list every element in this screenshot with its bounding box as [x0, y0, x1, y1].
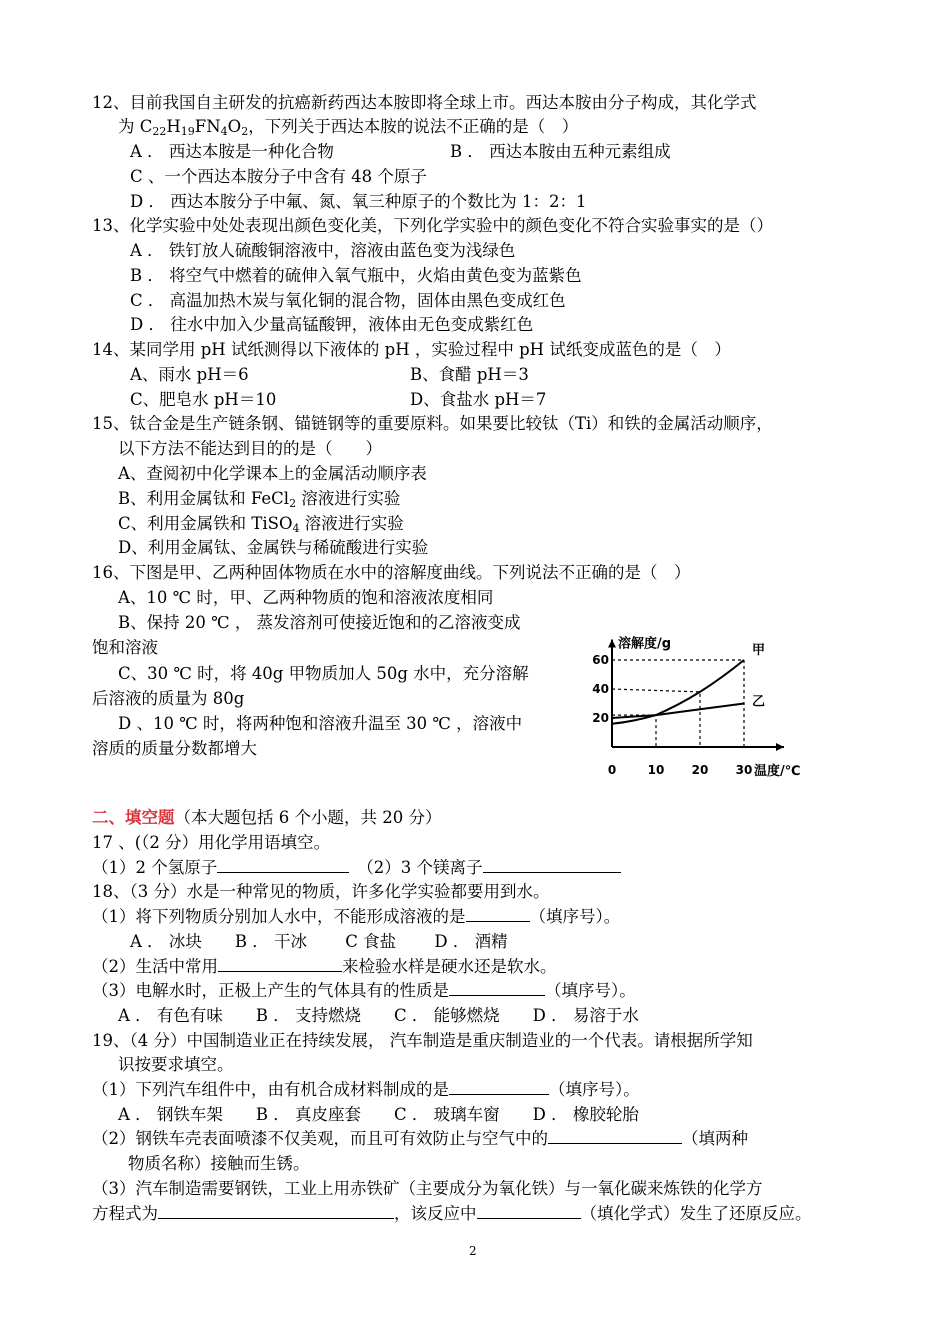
x-tick-label: 20	[691, 763, 709, 777]
q15-option-b: B、利用金属钛和 FeCl$_2$ 溶液进行实验	[118, 489, 401, 510]
q18-part-3-options: A ． 有色有味 B ． 支持燃烧 C ． 能够燃烧 D ． 易溶于水	[118, 1006, 639, 1025]
q13-option-d: D ． 往水中加入少量高锰酸钾，液体由无色变成紫红色	[130, 315, 534, 334]
q17-parts: （1）2 个氢原子 （2）3 个镁离子	[92, 857, 621, 879]
series-line-jia	[612, 660, 744, 724]
q18-part-1: （1）将下列物质分别加人水中，不能形成溶液的是 （填序号）。	[92, 907, 621, 926]
q19-part-3-cont: 方程式为 ，该反应中 （填化学式）发生了还原反应。	[92, 1204, 812, 1223]
q14-option-c: C、肥皂水 pH＝10	[130, 390, 277, 409]
q19-part-3: （3）汽车制造需要钢铁，工业上用赤铁矿（主要成分为氧化铁）与一氧化碳来炼铁的化学方	[92, 1179, 763, 1198]
answer-blank[interactable]	[477, 1203, 581, 1219]
y-tick-label: 60	[592, 653, 609, 667]
q18-part-1-options: A ． 冰块 B ． 干冰 C 食盐 D ． 酒精	[130, 932, 508, 951]
q17-stem: 17 、(（2 分）用化学用语填空。	[92, 833, 331, 852]
q19-stem-2: 识按要求填空。	[118, 1055, 234, 1074]
page-number: 2	[469, 1244, 477, 1258]
q19-part-1: （1）下列汽车组件中，由有机合成材料制成的是 （填序号）。	[92, 1080, 640, 1099]
y-axis-label: 溶解度/g	[618, 636, 672, 652]
q18-part-2: （2）生活中常用 来检验水样是硬水还是软水。	[92, 957, 557, 976]
answer-blank[interactable]	[548, 1128, 682, 1144]
q19-stem: 19、（4 分）中国制造业正在持续发展， 汽车制造是重庆制造业的一个代表。请根据所学知	[92, 1031, 753, 1050]
answer-blank[interactable]	[158, 1203, 394, 1219]
series-line-yi	[612, 704, 744, 719]
q14-stem: 14、某同学用 pH 试纸测得以下液体的 pH ，实验过程中 pH 试纸变成蓝色的是（ ）	[92, 340, 731, 359]
x-tick-label: 10	[647, 763, 665, 777]
q16-option-c: C、30 ℃ 时，将 40g 甲物质加人 50g 水中，充分溶解	[118, 664, 529, 683]
x-tick-label: 0	[607, 763, 617, 777]
q12-option-b: B ． 西达本胺由五种元素组成	[450, 142, 671, 161]
answer-blank[interactable]	[483, 857, 621, 873]
q16-option-c-cont: 后溶液的质量为 80g	[92, 689, 245, 708]
q13-option-a: A ． 铁钉放人硫酸铜溶液中，溶液由蓝色变为浅绿色	[130, 241, 516, 260]
q19-part-2: （2）钢铁车壳表面喷漆不仅美观，而且可有效防止与空气中的 （填两种	[92, 1129, 748, 1148]
answer-blank[interactable]	[218, 956, 342, 972]
q16-stem: 16、下图是甲、乙两种固体物质在水中的溶解度曲线。下列说法不正确的是（ ）	[92, 563, 691, 582]
q15-option-a: A、查阅初中化学课本上的金属活动顺序表	[118, 464, 427, 483]
q12-formula-line: 为 $C_{22}H_{19}FN_4O_2$，下列关于西达本胺的说法不正确的是（ ）	[118, 117, 579, 138]
q14-option-a: A、雨水 pH＝6	[130, 365, 249, 384]
q14-option-d: D、食盐水 pH＝7	[410, 390, 547, 409]
y-tick-label: 20	[592, 711, 609, 725]
section2-heading: 二、填空题（本大题包括 6 个小题，共 20 分）	[92, 808, 442, 827]
q12-stem: 12、目前我国自主研发的抗癌新药西达本胺即将全球上市。西达本胺由分子构成，其化学式	[92, 93, 757, 112]
q15-stem: 15、钛合金是生产链条钢、锚链钢等的重要原料。如果要比较钛（Ti）和铁的金属活动顺序，	[92, 414, 773, 433]
series-label: 甲	[752, 643, 766, 658]
answer-blank[interactable]	[466, 906, 530, 922]
q14-option-b: B、食醋 pH＝3	[410, 365, 529, 384]
x-axis-arrow	[776, 743, 784, 751]
x-axis-label: 温度/℃	[754, 764, 801, 779]
q19-part-2-cont: 物质名称）接触而生锈。	[128, 1154, 310, 1173]
x-tick-label: 30	[735, 763, 753, 777]
solubility-chart	[592, 612, 802, 782]
q12-option-a: A ． 西达本胺是一种化合物	[130, 142, 334, 161]
y-axis-arrow	[608, 640, 616, 648]
q12-option-c: C 、一个西达本胺分子中含有 48 个原子	[130, 167, 427, 186]
q18-stem: 18、（3 分）水是一种常见的物质，许多化学实验都要用到水。	[92, 882, 550, 901]
q16-option-d: D 、10 ℃ 时，将两种饱和溶液升温至 30 ℃ ，溶液中	[118, 714, 523, 733]
q13-option-b: B ． 将空气中燃着的硫伸入氧气瓶中，火焰由黄色变为蓝紫色	[130, 266, 582, 285]
answer-blank[interactable]	[449, 1079, 549, 1095]
y-tick-label: 40	[592, 682, 609, 696]
answer-blank[interactable]	[217, 857, 349, 873]
q12-option-d: D ． 西达本胺分子中氟、氮、氧三种原子的个数比为 1：2：1	[130, 192, 587, 211]
q15-option-d: D、利用金属钛、金属铁与稀硫酸进行实验	[118, 538, 429, 557]
q18-part-3: （3）电解水时，正极上产生的气体具有的性质是 （填序号）。	[92, 981, 636, 1000]
q13-option-c: C ． 高温加热木炭与氧化铜的混合物，固体由黑色变成红色	[130, 291, 566, 310]
q15-stem-2: 以下方法不能达到目的的是（ ）	[118, 439, 382, 458]
q16-option-d-cont: 溶质的质量分数都增大	[92, 739, 257, 758]
q19-part-1-options: A ． 钢铁车架 B ． 真皮座套 C ． 玻璃车窗 D ． 橡胶轮胎	[118, 1105, 639, 1124]
q16-option-a: A、10 ℃ 时，甲、乙两种物质的饱和溶液浓度相同	[118, 588, 494, 607]
q15-option-c: C、利用金属铁和 TiSO$_4$ 溶液进行实验	[118, 514, 404, 535]
q16-option-b: B、保持 20 ℃ ， 蒸发溶剂可使接近饱和的乙溶液变成	[118, 613, 521, 632]
q13-stem: 13、化学实验中处处表现出颜色变化美，下列化学实验中的颜色变化不符合实验事实的是（）	[92, 216, 773, 235]
answer-blank[interactable]	[449, 980, 545, 996]
q16-option-b-cont: 饱和溶液	[92, 638, 158, 657]
series-label: 乙	[752, 694, 766, 710]
